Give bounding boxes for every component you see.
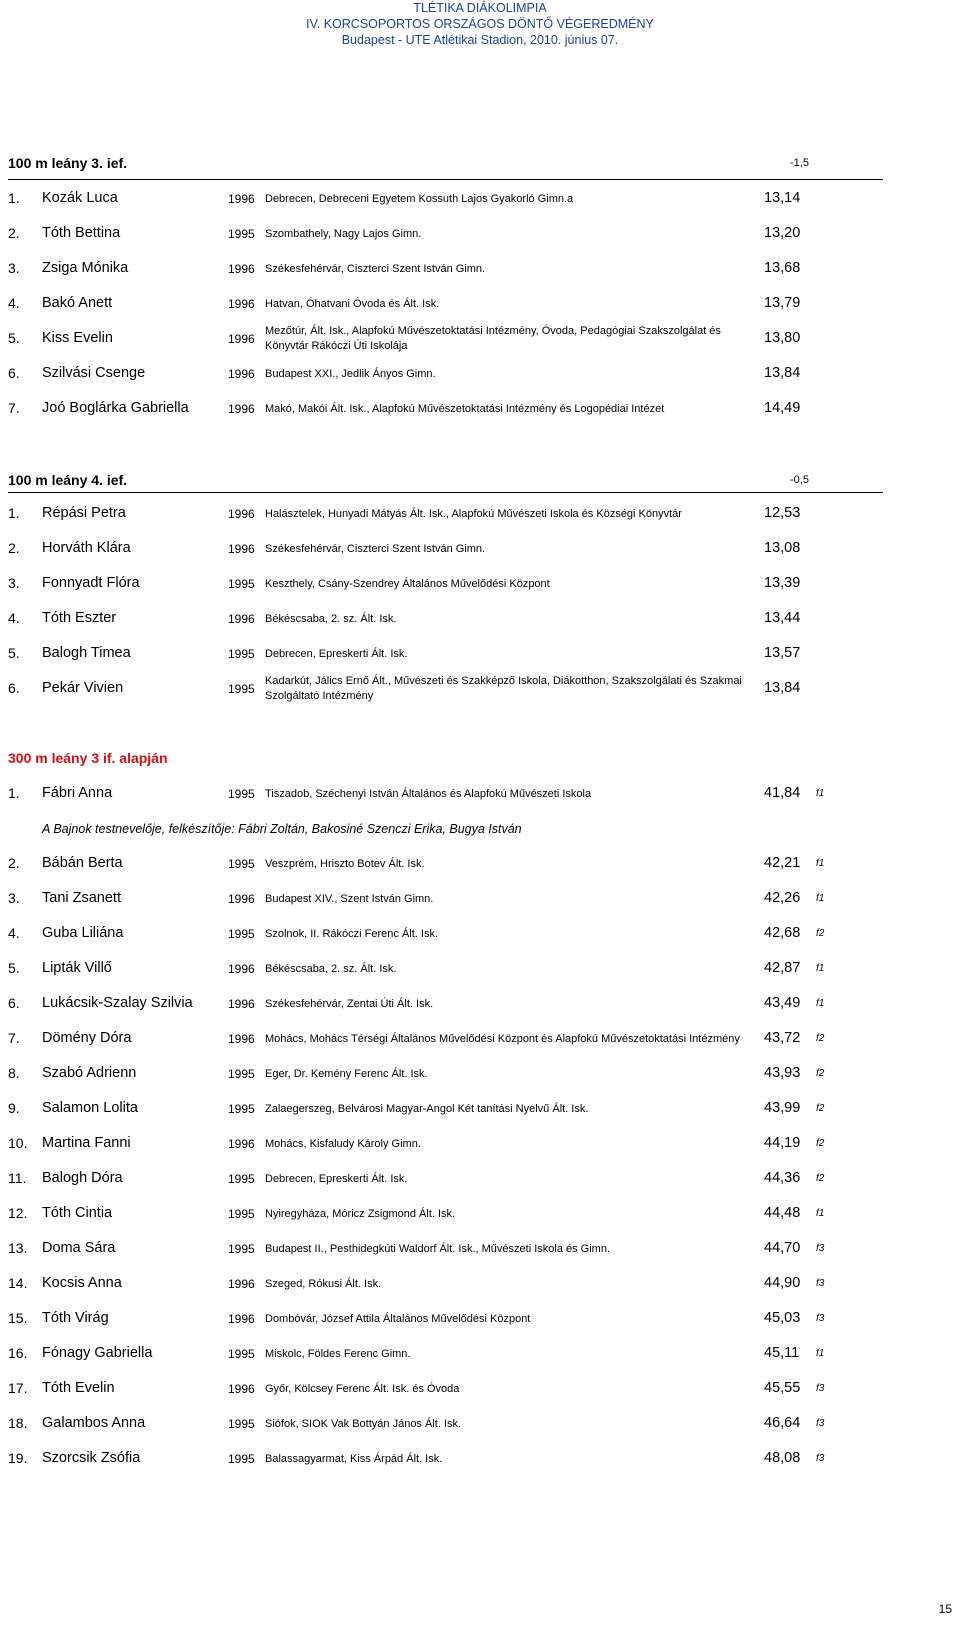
heat-label: f3 bbox=[816, 1278, 825, 1289]
result-time: 48,08 bbox=[764, 1450, 801, 1466]
heat-label: f1 bbox=[816, 788, 825, 799]
school-name: Budapest II., Pesthidegkúti Waldorf Ált. Isk., Művészeti Iskola és Gimn. bbox=[265, 1243, 611, 1255]
school-name: Dombóvár, József Attila Általános Művelődési Központ bbox=[265, 1313, 531, 1325]
result-time: 13,80 bbox=[764, 330, 801, 346]
birth-year: 1996 bbox=[228, 332, 255, 346]
birth-year: 1995 bbox=[228, 1417, 255, 1431]
school-name: Tiszadob, Széchenyi István Általános és Alapfokú Művészeti Iskola bbox=[265, 788, 592, 800]
rank-number: 17. bbox=[8, 1380, 28, 1396]
rank-number: 5. bbox=[8, 960, 20, 976]
school-name: Halásztelek, Hunyadi Mátyás Ált. Isk., Alapfokú Művészeti Iskola és Községi Könyvtár bbox=[265, 508, 682, 520]
event-subtitle: IV. KORCSOPORTOS ORSZÁGOS DÖNTŐ VÉGEREDMÉNY bbox=[306, 17, 654, 31]
result-time: 13,39 bbox=[764, 575, 801, 591]
school-name: Eger, Dr. Kemény Ferenc Ált. Isk. bbox=[265, 1068, 428, 1080]
result-time: 43,93 bbox=[764, 1065, 801, 1081]
result-row bbox=[0, 1345, 960, 1375]
result-time: 43,72 bbox=[764, 1030, 801, 1046]
athlete-name: Doma Sára bbox=[42, 1240, 116, 1256]
rank-number: 5. bbox=[8, 645, 20, 661]
heat-label: f3 bbox=[816, 1418, 825, 1429]
birth-year: 1995 bbox=[228, 1172, 255, 1186]
heat-label: f3 bbox=[816, 1383, 825, 1394]
rank-number: 10. bbox=[8, 1135, 28, 1151]
athlete-name: Guba Liliána bbox=[42, 925, 124, 941]
heat-label: f1 bbox=[816, 998, 825, 1009]
birth-year: 1995 bbox=[228, 857, 255, 871]
athlete-name: Dömény Dóra bbox=[42, 1030, 132, 1046]
result-time: 42,26 bbox=[764, 890, 801, 906]
athlete-name: Balogh Dóra bbox=[42, 1170, 123, 1186]
result-row bbox=[0, 1415, 960, 1445]
school-name: Mezőtúr, Ált. Isk., Alapfokú Művészetoktatási Intézmény, Óvoda, Pedagógiai Szakszolgálat és Könyvtár Rákóczi Úti Iskolája bbox=[265, 325, 721, 352]
school-name: Székesfehérvár, Zentai Úti Ált. Isk. bbox=[265, 998, 434, 1010]
school-name: Békéscsaba, 2. sz. Ált. Isk. bbox=[265, 963, 397, 975]
result-time: 44,90 bbox=[764, 1275, 801, 1291]
result-row bbox=[0, 505, 960, 535]
result-time: 13,44 bbox=[764, 610, 801, 626]
result-time: 45,03 bbox=[764, 1310, 801, 1326]
athlete-name: Bábán Berta bbox=[42, 855, 123, 871]
athlete-name: Horváth Klára bbox=[42, 540, 131, 556]
school-name: Békéscsaba, 2. sz. Ált. Isk. bbox=[265, 613, 397, 625]
school-name: Budapest XIV., Szent István Gimn. bbox=[265, 893, 434, 905]
result-time: 45,55 bbox=[764, 1380, 801, 1396]
result-time: 13,79 bbox=[764, 295, 801, 311]
rank-number: 6. bbox=[8, 995, 20, 1011]
school-name: Miskolc, Földes Ferenc Gimn. bbox=[265, 1348, 411, 1360]
birth-year: 1995 bbox=[228, 577, 255, 591]
birth-year: 1995 bbox=[228, 927, 255, 941]
result-row bbox=[0, 1310, 960, 1340]
result-row bbox=[0, 855, 960, 885]
birth-year: 1996 bbox=[228, 402, 255, 416]
result-time: 42,21 bbox=[764, 855, 801, 871]
athlete-name: Lukácsik-Szalay Szilvia bbox=[42, 995, 193, 1011]
result-time: 42,68 bbox=[764, 925, 801, 941]
school-name: Székesfehérvár, Ciszterci Szent István Gimn. bbox=[265, 263, 486, 275]
heat-label: f3 bbox=[816, 1313, 825, 1324]
result-row bbox=[0, 890, 960, 920]
athlete-name: Szabó Adrienn bbox=[42, 1065, 137, 1081]
result-row bbox=[0, 190, 960, 220]
birth-year: 1995 bbox=[228, 1347, 255, 1361]
school-name: Debrecen, Debreceni Egyetem Kossuth Lajos Gyakorló Gimn.a bbox=[265, 193, 574, 205]
athlete-name: Kozák Luca bbox=[42, 190, 118, 206]
birth-year: 1995 bbox=[228, 682, 255, 696]
rank-number: 7. bbox=[8, 1030, 20, 1046]
rank-number: 7. bbox=[8, 400, 20, 416]
result-row bbox=[0, 540, 960, 570]
athlete-name: Pekár Vivien bbox=[42, 680, 124, 696]
school-name: Mohács, Mohács Térségi Általános Művelődési Központ és Alapfokú Művészetoktatási Intézmény bbox=[265, 1033, 740, 1045]
athlete-name: Tóth Evelin bbox=[42, 1380, 115, 1396]
rank-number: 4. bbox=[8, 925, 20, 941]
athlete-name: Bakó Anett bbox=[42, 295, 113, 311]
athlete-name: Fónagy Gabriella bbox=[42, 1345, 153, 1361]
result-row bbox=[0, 1065, 960, 1095]
result-row bbox=[0, 1205, 960, 1235]
result-time: 44,48 bbox=[764, 1205, 801, 1221]
result-row bbox=[0, 1100, 960, 1130]
school-name: Hatvan, Óhatvani Óvoda és Ált. Isk. bbox=[265, 298, 440, 310]
result-row bbox=[0, 785, 960, 815]
page-number: 15 bbox=[938, 1602, 952, 1616]
rank-number: 5. bbox=[8, 330, 20, 346]
rank-number: 12. bbox=[8, 1205, 28, 1221]
rank-number: 19. bbox=[8, 1450, 28, 1466]
rank-number: 4. bbox=[8, 610, 20, 626]
school-name: Veszprém, Hriszto Botev Ált. Isk. bbox=[265, 858, 425, 870]
result-row bbox=[0, 675, 960, 710]
birth-year: 1995 bbox=[228, 1067, 255, 1081]
result-row bbox=[0, 400, 960, 430]
athlete-name: Tóth Bettina bbox=[42, 225, 121, 241]
heat-label: f1 bbox=[816, 1348, 825, 1359]
coach-note: A Bajnok testnevelője, felkészítője: Fábri Zoltán, Bakosiné Szenczi Erika, Bugya István bbox=[42, 822, 522, 836]
school-name: Zalaegerszeg, Belvárosi Magyar-Angol Két tanítási Nyelvű Ált. Isk. bbox=[265, 1103, 589, 1115]
section-divider bbox=[8, 492, 883, 493]
rank-number: 13. bbox=[8, 1240, 28, 1256]
result-row bbox=[0, 225, 960, 255]
result-time: 43,99 bbox=[764, 1100, 801, 1116]
birth-year: 1996 bbox=[228, 1137, 255, 1151]
heat-label: f1 bbox=[816, 893, 825, 904]
heat-label: f2 bbox=[816, 1173, 825, 1184]
wind-value: -1,5 bbox=[790, 157, 809, 169]
school-name: Debrecen, Epreskerti Ált. Isk. bbox=[265, 648, 408, 660]
rank-number: 15. bbox=[8, 1310, 28, 1326]
athlete-name: Tóth Cintia bbox=[42, 1205, 113, 1221]
rank-number: 2. bbox=[8, 540, 20, 556]
athlete-name: Szorcsik Zsófia bbox=[42, 1450, 141, 1466]
heat-label: f2 bbox=[816, 1103, 825, 1114]
result-row bbox=[0, 925, 960, 955]
school-name: Debrecen, Epreskerti Ált. Isk. bbox=[265, 1173, 408, 1185]
birth-year: 1996 bbox=[228, 1382, 255, 1396]
heat-label: f3 bbox=[816, 1453, 825, 1464]
event-venue: Budapest - UTE Atlétikai Stadion, 2010. június 07. bbox=[341, 33, 619, 47]
heat-label: f2 bbox=[816, 928, 825, 939]
rank-number: 14. bbox=[8, 1275, 28, 1291]
result-time: 44,36 bbox=[764, 1170, 801, 1186]
athlete-name: Joó Boglárka Gabriella bbox=[42, 400, 189, 416]
birth-year: 1996 bbox=[228, 262, 255, 276]
result-row bbox=[0, 1170, 960, 1200]
section-title: 100 m leány 4. ief. bbox=[8, 472, 128, 488]
result-row bbox=[0, 995, 960, 1025]
heat-label: f2 bbox=[816, 1033, 825, 1044]
result-time: 44,19 bbox=[764, 1135, 801, 1151]
result-time: 12,53 bbox=[764, 505, 801, 521]
result-time: 13,68 bbox=[764, 260, 801, 276]
result-time: 41,84 bbox=[764, 785, 801, 801]
rank-number: 4. bbox=[8, 295, 20, 311]
school-name: Makó, Makói Ált. Isk., Alapfokú Művészetoktatási Intézmény és Logopédiai Intézet bbox=[265, 403, 665, 415]
birth-year: 1996 bbox=[228, 997, 255, 1011]
rank-number: 6. bbox=[8, 680, 20, 696]
birth-year: 1996 bbox=[228, 542, 255, 556]
birth-year: 1995 bbox=[228, 787, 255, 801]
school-name: Szeged, Rókusi Ált. Isk. bbox=[265, 1278, 382, 1290]
athlete-name: Lipták Villő bbox=[42, 960, 112, 976]
event-title: TLÉTIKA DIÁKOLIMPIA bbox=[413, 1, 547, 15]
athlete-name: Salamon Lolita bbox=[42, 1100, 138, 1116]
birth-year: 1996 bbox=[228, 297, 255, 311]
result-time: 13,20 bbox=[764, 225, 801, 241]
rank-number: 1. bbox=[8, 190, 20, 206]
result-time: 45,11 bbox=[764, 1345, 800, 1361]
birth-year: 1995 bbox=[228, 647, 255, 661]
school-name: Győr, Kölcsey Ferenc Ált. Isk. és Óvoda bbox=[265, 1383, 460, 1395]
section-divider bbox=[8, 179, 883, 180]
school-name: Keszthely, Csány-Szendrey Általános Művelődési Központ bbox=[265, 578, 550, 590]
athlete-name: Balogh Timea bbox=[42, 645, 131, 661]
rank-number: 3. bbox=[8, 575, 20, 591]
result-row bbox=[0, 295, 960, 325]
birth-year: 1995 bbox=[228, 1102, 255, 1116]
school-name: Siófok, SIOK Vak Bottyán János Ált. Isk. bbox=[265, 1418, 462, 1430]
birth-year: 1996 bbox=[228, 507, 255, 521]
heat-label: f2 bbox=[816, 1068, 825, 1079]
birth-year: 1996 bbox=[228, 892, 255, 906]
athlete-name: Galambos Anna bbox=[42, 1415, 146, 1431]
result-row bbox=[0, 365, 960, 395]
rank-number: 6. bbox=[8, 365, 20, 381]
rank-number: 2. bbox=[8, 855, 20, 871]
result-time: 46,64 bbox=[764, 1415, 801, 1431]
rank-number: 11. bbox=[8, 1170, 27, 1186]
result-row bbox=[0, 1450, 960, 1480]
rank-number: 18. bbox=[8, 1415, 28, 1431]
birth-year: 1996 bbox=[228, 1032, 255, 1046]
birth-year: 1995 bbox=[228, 1242, 255, 1256]
athlete-name: Zsiga Mónika bbox=[42, 260, 129, 276]
athlete-name: Kocsis Anna bbox=[42, 1275, 122, 1291]
rank-number: 9. bbox=[8, 1100, 20, 1116]
section-title: 300 m leány 3 if. alapján bbox=[8, 750, 168, 766]
birth-year: 1996 bbox=[228, 192, 255, 206]
athlete-name: Martina Fanni bbox=[42, 1135, 131, 1151]
birth-year: 1996 bbox=[228, 612, 255, 626]
athlete-name: Répási Petra bbox=[42, 505, 126, 521]
result-row bbox=[0, 1275, 960, 1305]
result-time: 43,49 bbox=[764, 995, 801, 1011]
result-time: 13,84 bbox=[764, 680, 801, 696]
birth-year: 1996 bbox=[228, 367, 255, 381]
rank-number: 1. bbox=[8, 505, 20, 521]
athlete-name: Tani Zsanett bbox=[42, 890, 121, 906]
rank-number: 3. bbox=[8, 890, 20, 906]
birth-year: 1996 bbox=[228, 1312, 255, 1326]
heat-label: f1 bbox=[816, 1208, 825, 1219]
athlete-name: Tóth Eszter bbox=[42, 610, 117, 626]
athlete-name: Kiss Evelin bbox=[42, 330, 113, 346]
result-row bbox=[0, 610, 960, 640]
result-time: 13,14 bbox=[764, 190, 801, 206]
result-time: 13,84 bbox=[764, 365, 801, 381]
rank-number: 2. bbox=[8, 225, 20, 241]
result-row bbox=[0, 1380, 960, 1410]
birth-year: 1995 bbox=[228, 227, 255, 241]
rank-number: 1. bbox=[8, 785, 20, 801]
rank-number: 3. bbox=[8, 260, 20, 276]
school-name: Nyiregyháza, Móricz Zsigmond Ált. Isk. bbox=[265, 1208, 456, 1220]
result-row bbox=[0, 1240, 960, 1270]
heat-label: f2 bbox=[816, 1138, 825, 1149]
result-time: 14,49 bbox=[764, 400, 801, 416]
result-time: 44,70 bbox=[764, 1240, 801, 1256]
result-time: 42,87 bbox=[764, 960, 801, 976]
section-title: 100 m leány 3. ief. bbox=[8, 155, 128, 171]
school-name: Mohács, Kisfaludy Károly Gimn. bbox=[265, 1138, 421, 1150]
result-row bbox=[0, 1135, 960, 1165]
result-row bbox=[0, 645, 960, 675]
school-name: Balassagyarmat, Kiss Árpád Ált. Isk. bbox=[265, 1453, 443, 1465]
result-time: 13,57 bbox=[764, 645, 801, 661]
athlete-name: Tóth Virág bbox=[42, 1310, 109, 1326]
heat-label: f1 bbox=[816, 858, 825, 869]
birth-year: 1996 bbox=[228, 962, 255, 976]
athlete-name: Fábri Anna bbox=[42, 785, 113, 801]
result-row bbox=[0, 960, 960, 990]
athlete-name: Szilvási Csenge bbox=[42, 365, 146, 381]
result-row bbox=[0, 1030, 960, 1060]
page-header bbox=[0, 0, 960, 48]
school-name: Szombathely, Nagy Lajos Gimn. bbox=[265, 228, 422, 240]
heat-label: f1 bbox=[816, 963, 825, 974]
result-row bbox=[0, 575, 960, 605]
birth-year: 1996 bbox=[228, 1277, 255, 1291]
birth-year: 1995 bbox=[228, 1452, 255, 1466]
school-name: Székesfehérvár, Ciszterci Szent István Gimn. bbox=[265, 543, 486, 555]
rank-number: 16. bbox=[8, 1345, 28, 1361]
heat-label: f3 bbox=[816, 1243, 825, 1254]
result-row bbox=[0, 325, 960, 360]
result-time: 13,08 bbox=[764, 540, 801, 556]
school-name: Budapest XXI., Jedlik Ányos Gimn. bbox=[265, 368, 436, 380]
rank-number: 8. bbox=[8, 1065, 20, 1081]
birth-year: 1995 bbox=[228, 1207, 255, 1221]
school-name: Szolnok, II. Rákóczi Ferenc Ált. Isk. bbox=[265, 928, 439, 940]
wind-value: -0,5 bbox=[790, 474, 809, 486]
result-row bbox=[0, 260, 960, 290]
athlete-name: Fonnyadt Flóra bbox=[42, 575, 140, 591]
school-name: Kadarkút, Jálics Ernő Ált., Művészeti és Szakképző Iskola, Diákotthon, Szakszolgálati és Szakmai Szolgáltató Intézmény bbox=[265, 675, 742, 702]
